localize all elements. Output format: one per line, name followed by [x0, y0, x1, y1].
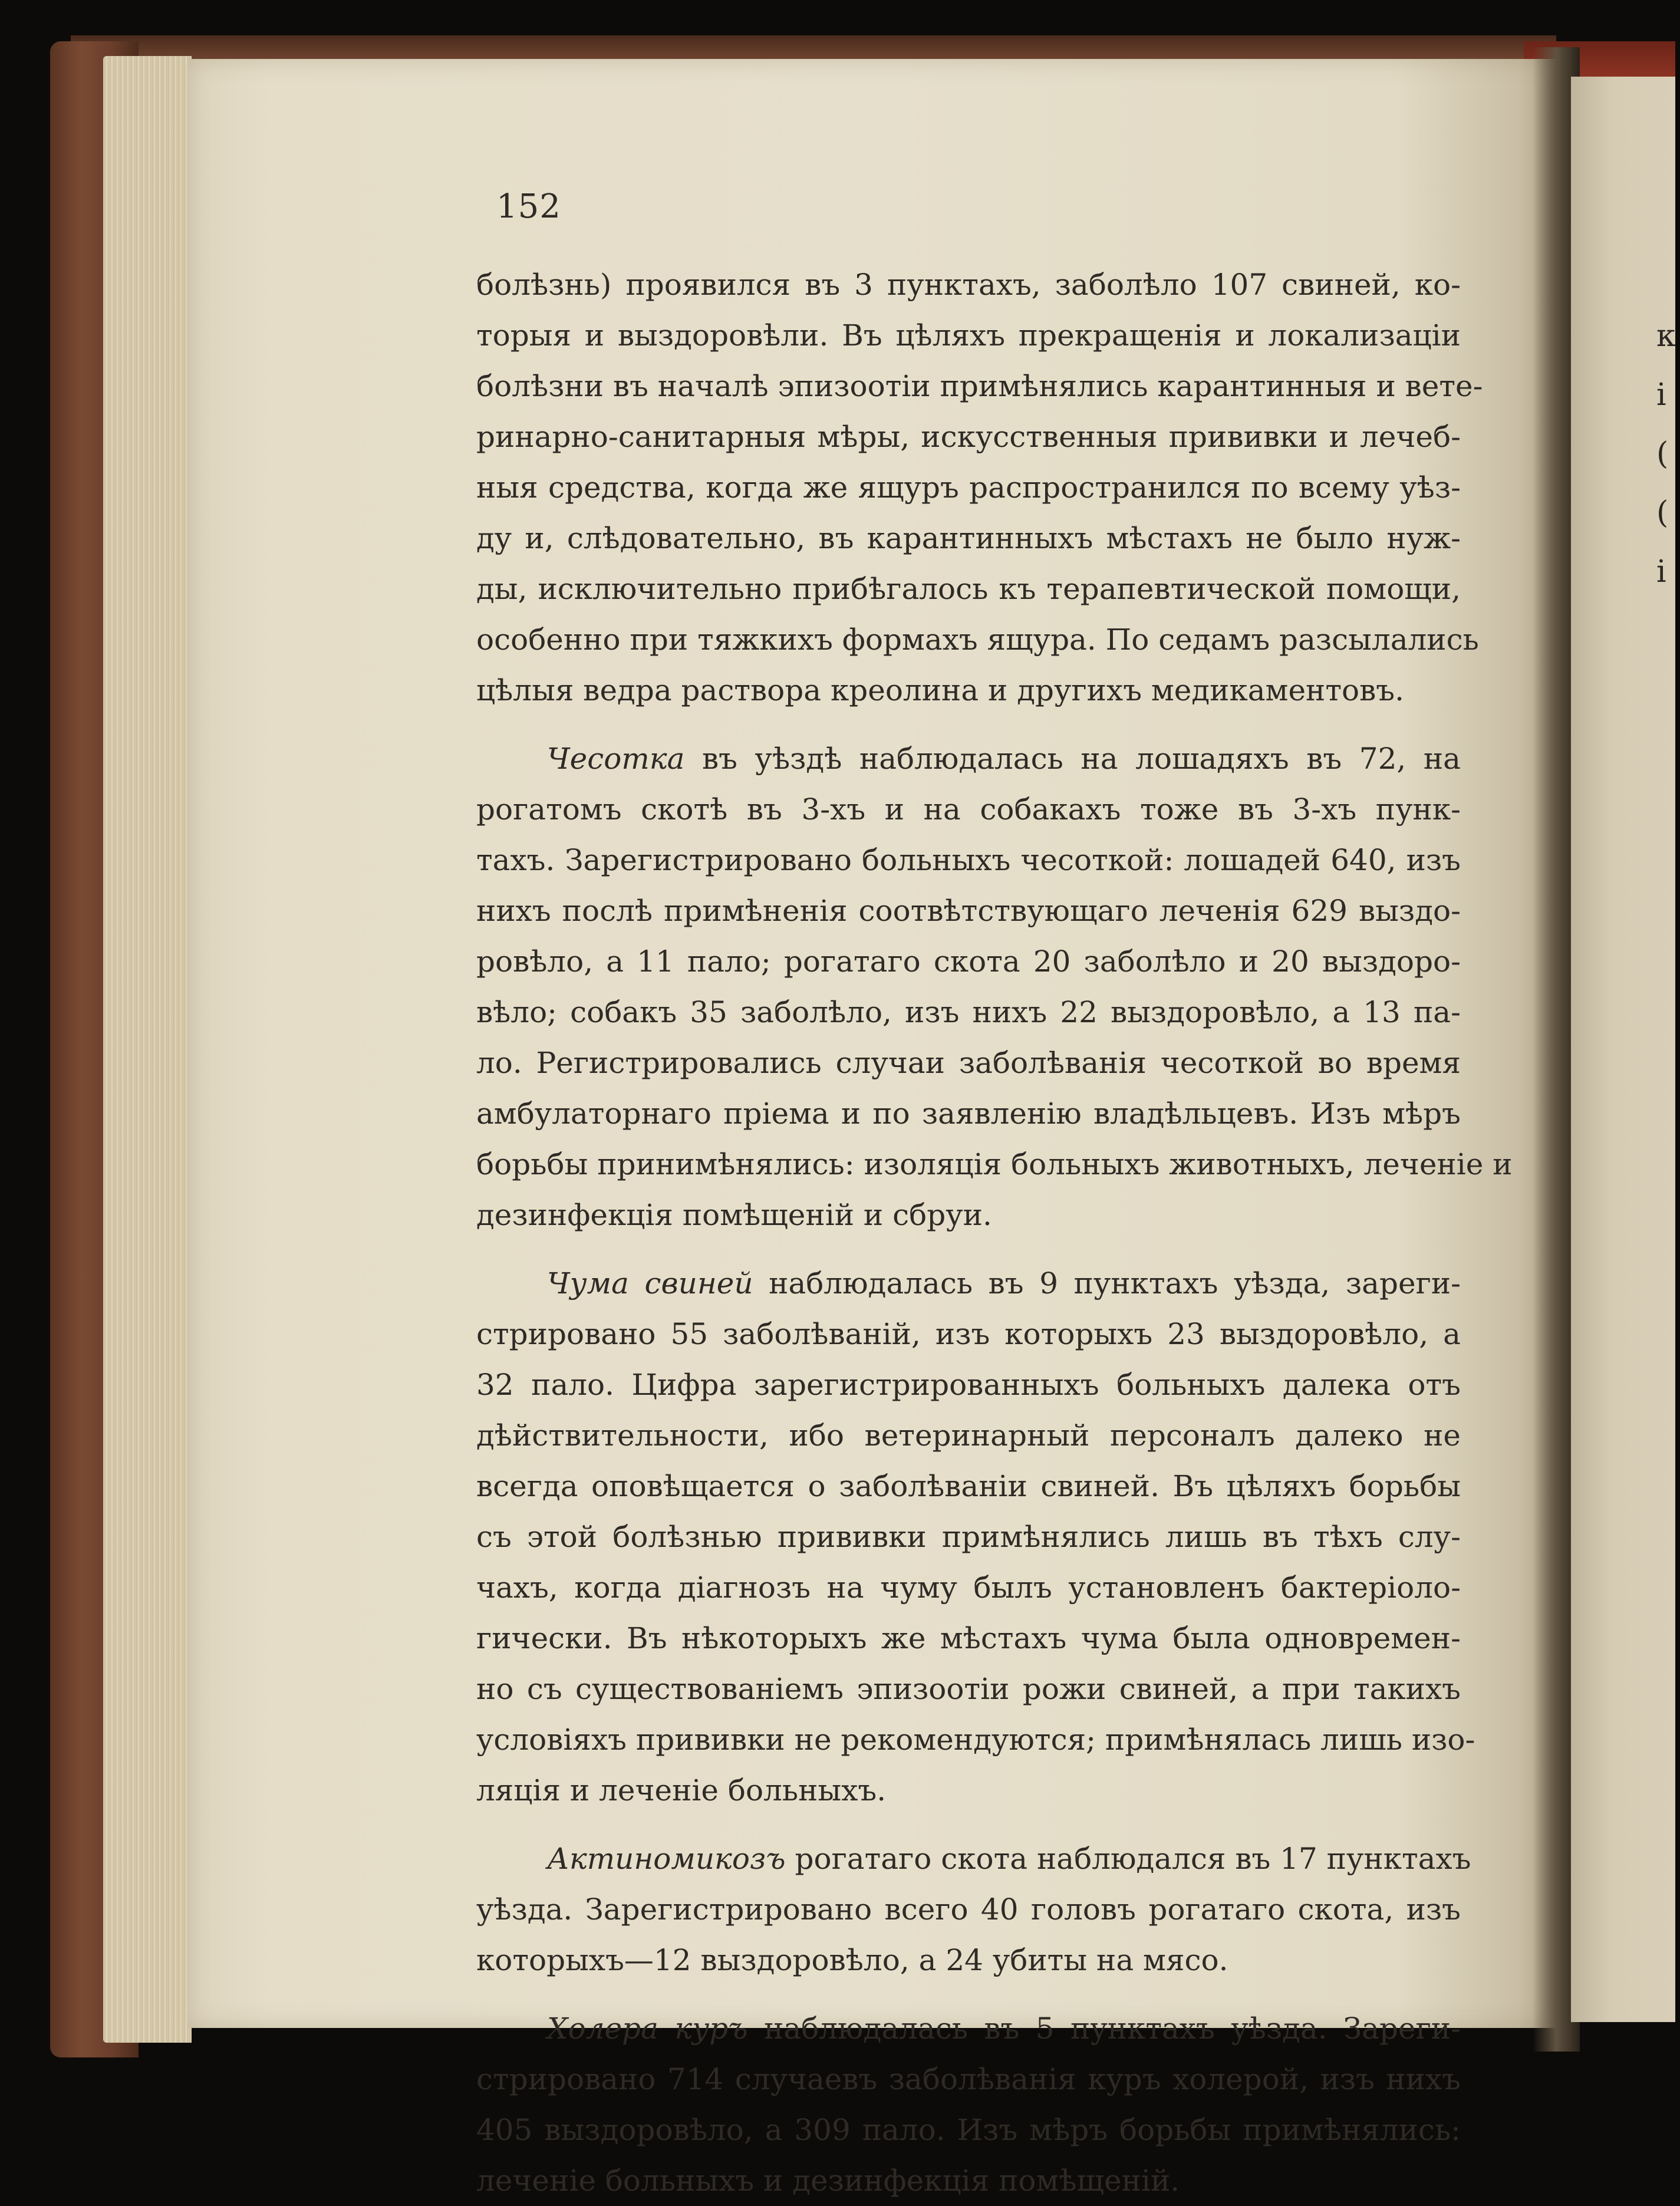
text-line: стрировано 714 случаевъ заболѣванія куръ холерой, изъ нихъ — [476, 2062, 1461, 2096]
text-line: условіяхъ прививки не рекомендуются; примѣнялась лишь изо- — [476, 1723, 1475, 1757]
text-line: но съ существованіемъ эпизоотіи рожи свиней, а при такихъ — [476, 1672, 1461, 1706]
facing-page-text-fragment — [1656, 307, 1680, 601]
text-line-rest: наблюдалась въ 5 пунктахъ уѣзда. Зареги- — [747, 2011, 1461, 2046]
text-line — [476, 733, 1461, 784]
facing-letter: к — [1656, 318, 1676, 354]
text-line: особенно при тяжкихъ формахъ ящура. По седамъ разсылались — [476, 623, 1479, 657]
facing-letter: ( — [1656, 436, 1669, 472]
text-line: ло. Регистрировались случаи заболѣванія чесоткой во время — [476, 1046, 1461, 1080]
facing-letter: і — [1656, 554, 1666, 590]
text-line: ду и, слѣдовательно, въ карантинныхъ мѣстахъ не было нуж- — [476, 521, 1461, 555]
section-term: Актиномикозъ — [547, 1842, 786, 1876]
text-line: дезинфекція помѣщеній и сбруи. — [476, 1198, 992, 1232]
text-line: дѣйствительности, ибо ветеринарный персоналъ далеко не — [476, 1418, 1461, 1453]
facing-letter: і — [1656, 377, 1666, 413]
text-line: уѣзда. Зарегистрировано всего 40 головъ рогатаго скота, изъ — [476, 1892, 1461, 1927]
paragraph-continuation — [476, 259, 1483, 716]
section-term: Чума свиней — [547, 1266, 753, 1300]
section-term: Чесотка — [547, 742, 685, 776]
text-line: вѣло; собакъ 35 заболѣло, изъ нихъ 22 выздоровѣло, а 13 па- — [476, 995, 1461, 1029]
text-line-rest: въ уѣздѣ наблюдалась на лошадяхъ въ 72, на — [684, 742, 1461, 776]
text-line: борьбы принимѣнялись: изоляція больныхъ животныхъ, леченіе и — [476, 1147, 1513, 1181]
paragraph-scabies — [476, 733, 1513, 1240]
text-line: 405 выздоровѣло, а 309 пало. Изъ мѣръ борьбы примѣнялись: — [476, 2113, 1461, 2147]
text-line: съ этой болѣзнью прививки примѣнялись лишь въ тѣхъ слу- — [476, 1520, 1461, 1554]
text-line: чахъ, когда діагнозъ на чуму былъ установленъ бактеріоло- — [476, 1570, 1461, 1605]
text-line: нихъ послѣ примѣненія соотвѣтствующаго леченія 629 выздо- — [476, 894, 1461, 928]
text-line: ныя средства, когда же ящуръ распространился по всему уѣз- — [476, 470, 1461, 505]
text-line: гически. Въ нѣкоторыхъ же мѣстахъ чума была одновремен- — [476, 1621, 1461, 1655]
text-line: болѣзни въ началѣ эпизоотіи примѣнялись карантинныя и вете- — [476, 369, 1483, 403]
text-line: ринарно-санитарныя мѣры, искусственныя прививки и лечеб- — [476, 420, 1461, 454]
text-line: 32 пало. Цифра зарегистрированныхъ больныхъ далека отъ — [476, 1368, 1461, 1402]
text-line-rest: наблюдалась въ 9 пунктахъ уѣзда, зареги- — [753, 1266, 1461, 1300]
text-line: цѣлыя ведра раствора креолина и другихъ медикаментовъ. — [476, 673, 1404, 707]
text-line: ды, исключительно прибѣгалось къ терапевтической помощи, — [476, 572, 1461, 606]
page-number: 152 — [496, 187, 561, 226]
paragraph-swine-plague — [476, 1258, 1475, 1816]
page-body-text — [476, 177, 1513, 2206]
text-line: ровѣло, а 11 пало; рогатаго скота 20 заболѣло и 20 выздоро- — [476, 944, 1461, 979]
text-line — [476, 2003, 1461, 2054]
paragraph-fowl-cholera — [476, 2003, 1461, 2206]
text-line: рогатомъ скотѣ въ 3-хъ и на собакахъ тоже въ 3-хъ пунк- — [476, 792, 1461, 827]
text-line: болѣзнь) проявился въ 3 пунктахъ, заболѣло 107 свиней, ко- — [476, 268, 1461, 302]
section-term: Холера куръ — [547, 2011, 748, 2046]
text-line: тахъ. Зарегистрировано больныхъ чесоткой: лошадей 640, изъ — [476, 843, 1461, 877]
text-line: леченіе больныхъ и дезинфекція помѣщеній. — [476, 2164, 1180, 2198]
text-line: амбулаторнаго пріема и по заявленію владѣльцевъ. Изъ мѣръ — [476, 1097, 1461, 1131]
stacked-page-edges — [103, 56, 192, 2043]
text-line — [476, 1833, 1471, 1884]
text-line: стрировано 55 заболѣваній, изъ которыхъ 23 выздоровѣло, а — [476, 1317, 1461, 1351]
text-line: которыхъ—12 выздоровѣло, а 24 убиты на мясо. — [476, 1943, 1228, 1977]
paragraph-actinomycosis — [476, 1833, 1471, 1986]
text-line: ляція и леченіе больныхъ. — [476, 1773, 887, 1807]
text-line — [476, 1258, 1461, 1309]
facing-letter: ( — [1656, 495, 1669, 531]
text-line: торыя и выздоровѣли. Въ цѣляхъ прекращенія и локализаціи — [476, 318, 1461, 353]
text-line-rest: рогатаго скота наблюдался въ 17 пунктахъ — [785, 1842, 1471, 1876]
text-line: всегда оповѣщается о заболѣваніи свиней. Въ цѣляхъ борьбы — [476, 1469, 1461, 1503]
